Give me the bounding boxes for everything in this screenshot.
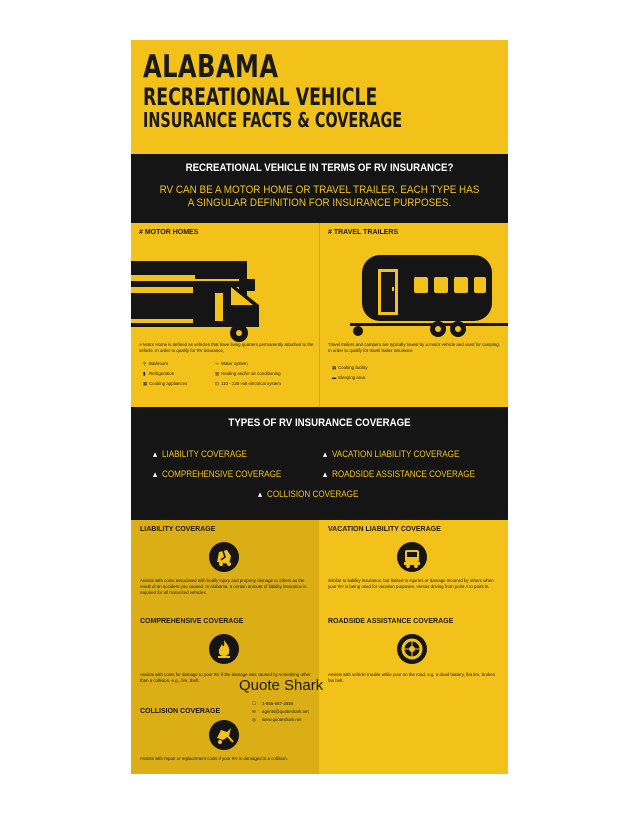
contact-phone: ☐ 1-855-667-2559 (252, 701, 294, 706)
feature-item: ▦ Cooking appliances (143, 381, 188, 386)
coverage-item-collision: ▴ COLLISION COVERAGE (258, 489, 359, 499)
motor-homes-description: A Motor Home is defined as vehicles that have living quarters permanently attached to the vehicle. In order to qualify for RV insurance, (139, 342, 314, 353)
feature-item: ▦ Cooking facility (332, 365, 368, 370)
title-line-2: RECREATIONAL VEHICLE (143, 83, 378, 111)
infographic (131, 40, 508, 774)
arrow-icon: ▴ (323, 449, 328, 459)
arrow-icon: ▴ (153, 469, 158, 479)
contact-website: ◎ www.quoteshark.net (252, 717, 302, 722)
water-icon: ⤳ (215, 361, 219, 366)
intro-answer: RV CAN BE A MOTOR HOME OR TRAVEL TRAILER. EACH TYPE HAS A SINGULAR DEFINITION FOR INSURANCE PURPOSES. (159, 184, 480, 209)
broken-rv-icon (209, 542, 239, 572)
intro-question: RECREATIONAL VEHICLE IN TERMS OF RV INSURANCE? (185, 162, 454, 174)
vacation-heading: VACATION LIABILITY COVERAGE (328, 526, 441, 533)
liability-heading: LIABILITY COVERAGE (140, 526, 216, 533)
tire-icon (397, 634, 427, 664)
coverage-item-comprehensive: ▴ COMPREHENSIVE COVERAGE (153, 469, 282, 479)
roadside-heading: ROADSIDE ASSISTANCE COVERAGE (328, 618, 454, 625)
phone-icon: ☐ (252, 701, 256, 706)
coverage-types-band (131, 407, 508, 520)
arrow-icon: ▴ (153, 449, 158, 459)
plug-icon: ⊡ (215, 381, 219, 386)
shower-icon: ⚲ (143, 361, 147, 366)
globe-icon: ◎ (252, 717, 256, 722)
travel-trailers-section (320, 223, 508, 407)
brand-logo: Quote Shark (239, 677, 324, 694)
fridge-icon: ▮ (143, 371, 146, 376)
feature-item: ⚲ Bathroom (143, 361, 169, 366)
intro-band (131, 154, 508, 223)
liability-text: Assists with costs associated with bodily injury and property damage to others as the result of an accident you caused. In Alabama, a certain amount of liability insurance is required for all motorized vehicles. (140, 578, 307, 595)
arrow-icon: ▴ (258, 489, 263, 499)
rv-front-icon (397, 542, 427, 572)
comprehensive-text: Assists with costs for damage to your RV if the damage was caused by something other than a collision, e.g., fire, theft. (140, 672, 311, 683)
bed-icon: ▬ (332, 375, 337, 380)
heating-icon: ▥ (215, 371, 220, 376)
vacation-text: Similar to liability insurance, but limited to injuries or damage incurred by others when your RV is being used for vacation purposes, versus driving from point A to point B. (328, 578, 494, 589)
motor-home-icon (131, 241, 319, 351)
comprehensive-heading: COMPREHENSIVE COVERAGE (140, 618, 244, 625)
coverage-types-heading: TYPES OF RV INSURANCE COVERAGE (228, 417, 411, 429)
travel-trailer-icon (320, 241, 508, 351)
coverage-row-1 (131, 520, 508, 612)
stove-icon: ▦ (332, 365, 337, 370)
fire-icon (209, 634, 239, 664)
liability-card (131, 520, 319, 612)
contact-email: ✉ agents@quoteshark.net (252, 709, 309, 714)
collision-icon (209, 720, 239, 750)
email-icon: ✉ (252, 709, 256, 714)
coverage-row-3 (131, 702, 508, 774)
travel-trailers-heading: # TRAVEL TRAILERS (328, 229, 399, 236)
feature-item: ⊡ 110 - 125 volt electrical system (215, 381, 281, 386)
collision-text: Assists with repair or replacement costs if your RV is damaged in a collision. (140, 756, 289, 761)
travel-trailers-description: Travel trailers and campers are typically towed by a motor vehicle and used for camping. In order to qualify for travel trailer insurance (328, 342, 500, 353)
brand-card (319, 702, 508, 774)
motor-homes-heading: # MOTOR HOMES (139, 229, 199, 236)
coverage-item-roadside: ▴ ROADSIDE ASSISTANCE COVERAGE (323, 469, 475, 479)
feature-item: ▮ Refrigeration (143, 371, 175, 376)
title-line-1: ALABAMA (143, 49, 279, 85)
vacation-card (319, 520, 508, 612)
coverage-item-liability: ▴ LIABILITY COVERAGE (153, 449, 247, 459)
coverage-item-vacation: ▴ VACATION LIABILITY COVERAGE (323, 449, 460, 459)
collision-heading: COLLISION COVERAGE (140, 708, 221, 715)
feature-item: ⤳ Water system (215, 361, 248, 366)
feature-item: ▥ Heating and/or air conditioning (215, 371, 281, 376)
title-line-3: INSURANCE FACTS & COVERAGE (143, 108, 403, 132)
roadside-card (319, 612, 508, 702)
stove-icon: ▦ (143, 381, 148, 386)
arrow-icon: ▴ (323, 469, 328, 479)
motor-homes-section (131, 223, 320, 407)
feature-item: ▬ Sleeping area (332, 375, 366, 380)
roadside-text: Assists with vehicle trouble while your on the road, e.g. a dead battery, flat tire, broken fan belt. (328, 672, 496, 683)
